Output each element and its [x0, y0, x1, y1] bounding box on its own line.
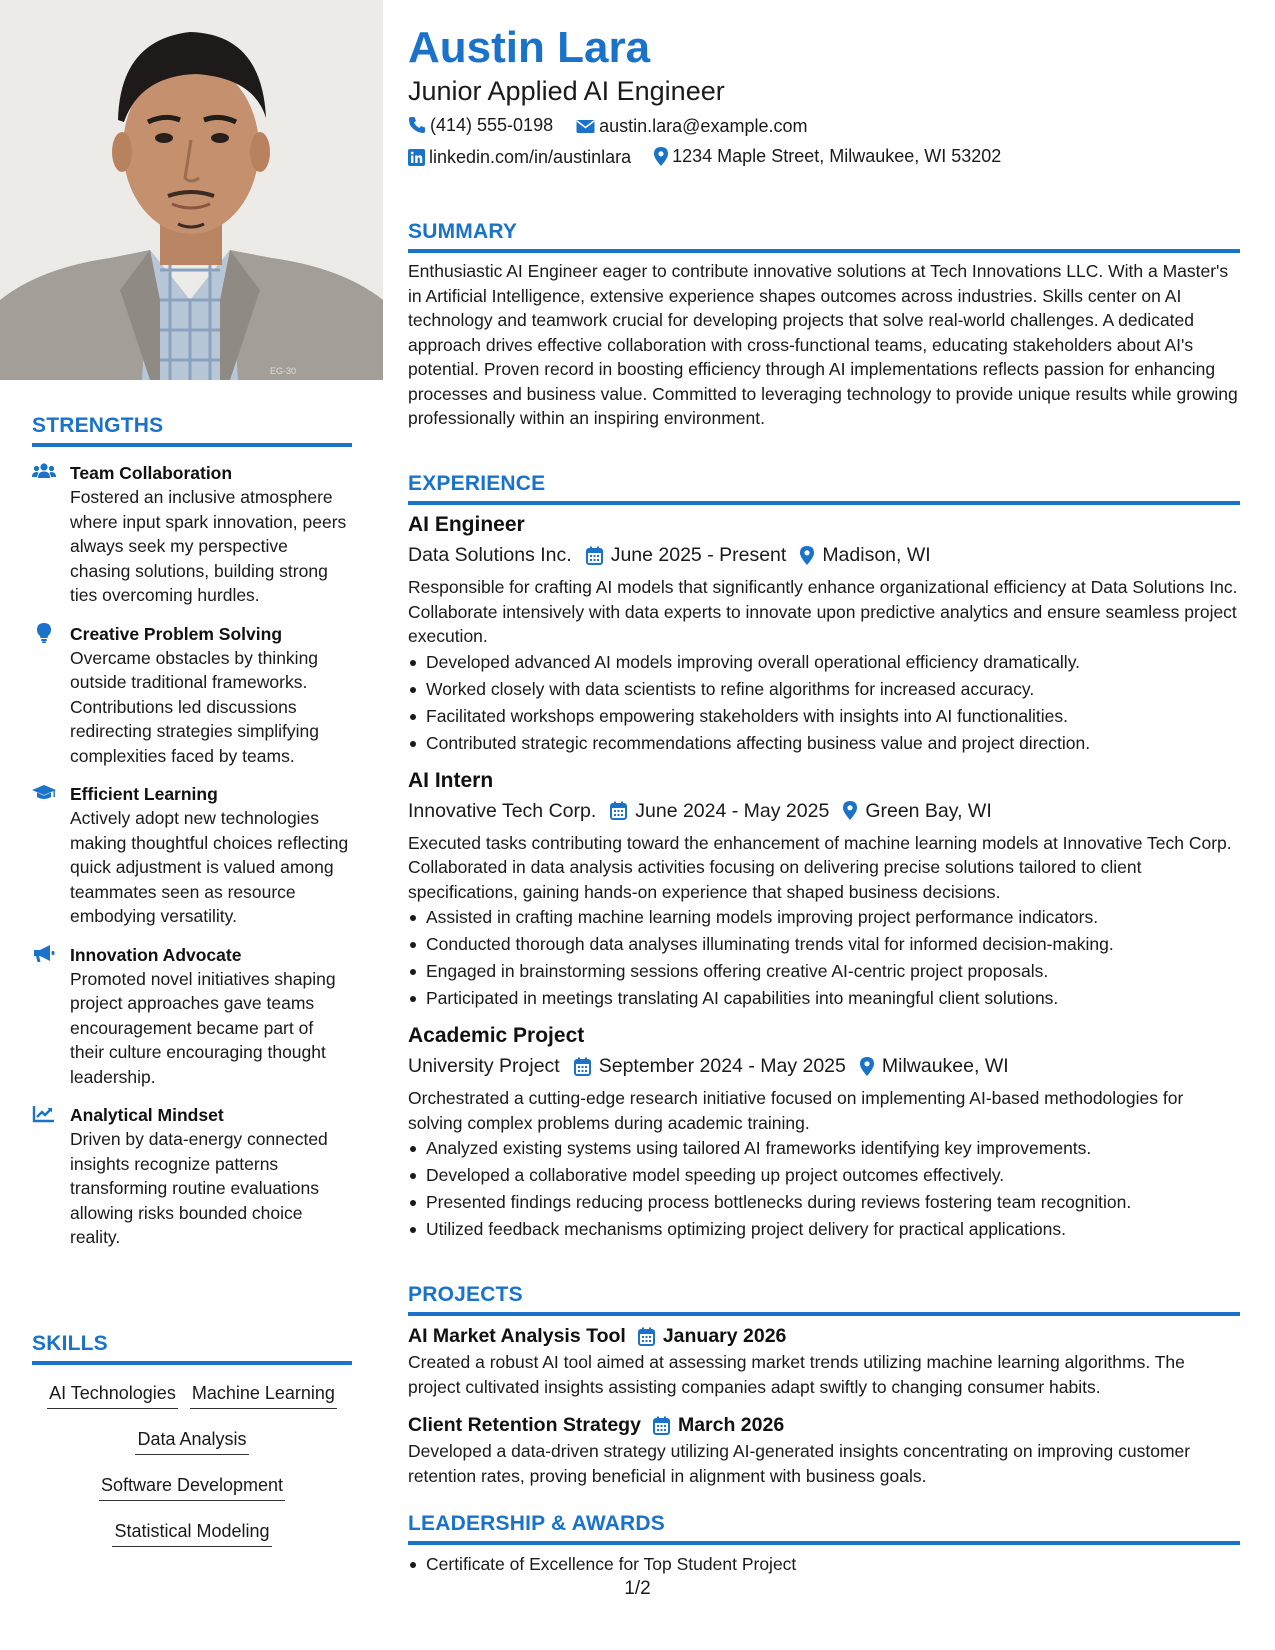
job-bullets — [408, 649, 1240, 757]
job-bullet: Analyzed existing systems using tailored AI frameworks identifying key improvements. — [426, 1135, 1240, 1162]
job-dates: June 2024 - May 2025 — [635, 799, 830, 822]
skill-tag: Statistical Modeling — [112, 1519, 271, 1547]
job-bullet: Participated in meetings translating AI capabilities into meaningful client solutions. — [426, 985, 1240, 1012]
candidate-title: Junior Applied AI Engineer — [408, 76, 725, 106]
strength-description: Driven by data-energy connected insights recognize patterns transforming routine evaluations allowing risks bounded choice reality. — [70, 1129, 328, 1247]
users-icon — [32, 462, 56, 482]
location-pin-icon — [860, 1057, 874, 1076]
job-dates: June 2025 - Present — [610, 544, 787, 566]
projects-section — [408, 1283, 1240, 1488]
linkedin-icon — [408, 149, 425, 166]
job-title: AI Engineer — [408, 513, 525, 536]
project-description: Created a robust AI tool aimed at assessing market trends utilizing machine learning algorithms. The project cultivated insights assisting companies adapt swiftly to changing consumer habits. — [408, 1352, 1185, 1397]
svg-text:EG-30: EG-30 — [270, 366, 297, 376]
strength-item — [32, 461, 352, 608]
leadership-list — [408, 1551, 1240, 1578]
location-pin-icon — [800, 546, 814, 565]
job-meta — [408, 541, 1240, 569]
calendar-icon — [574, 1057, 591, 1076]
strength-item — [32, 782, 352, 929]
skills-section — [32, 1332, 352, 1565]
project-date: March 2026 — [677, 1414, 785, 1436]
job-bullet: Utilized feedback mechanisms optimizing project delivery for practical applications. — [426, 1216, 1240, 1243]
job-location: Green Bay, WI — [865, 799, 992, 822]
job-bullet: Assisted in crafting machine learning models improving project performance indicators. — [426, 904, 1240, 931]
phone-icon — [408, 116, 426, 134]
job-company: Data Solutions Inc. — [408, 544, 572, 566]
project-entry — [408, 1322, 1240, 1399]
project-header — [408, 1411, 1240, 1439]
calendar-icon — [610, 801, 627, 820]
skills-list — [32, 1381, 352, 1565]
phone-text: (414) 555-0198 — [430, 115, 554, 135]
skill-tag: AI Technologies — [47, 1381, 178, 1409]
project-date: January 2026 — [662, 1325, 787, 1347]
phone-contact — [408, 113, 553, 137]
summary-heading: SUMMARY — [408, 220, 1240, 253]
linkedin-contact[interactable] — [408, 145, 631, 169]
job-bullet: Conducted thorough data analyses illuminating trends vital for informed decision-making. — [426, 931, 1240, 958]
job-bullet: Contributed strategic recommendations affecting business value and project direction. — [426, 730, 1240, 757]
job-description: Orchestrated a cutting-edge research initiative focused on implementing AI-based methodologies for solving complex problems during academic training. — [408, 1088, 1184, 1133]
strength-item — [32, 622, 352, 769]
candidate-name: Austin Lara — [408, 23, 651, 72]
strength-description: Promoted novel initiatives shaping project approaches gave teams encouragement became part of their culture encouraging thought leadership. — [70, 968, 336, 1087]
email-text: austin.lara@example.com — [599, 116, 808, 136]
strength-description: Actively adopt new technologies making thoughtful choices reflecting quick adjustment is valued among teammates seen as resource embodying versatility. — [70, 808, 349, 926]
project-title: Client Retention Strategy — [408, 1414, 641, 1436]
skills-heading: SKILLS — [32, 1332, 352, 1365]
job-meta — [408, 797, 1240, 825]
job-description: Executed tasks contributing toward the enhancement of machine learning models at Innovative Tech Corp. Collaborated in data analysis activities focusing on delivering precise solutions tailored to client specifications, gaining hands-on experience that shaped business decisions. — [408, 832, 1232, 902]
job-dates: September 2024 - May 2025 — [598, 1055, 846, 1077]
job-location: Madison, WI — [822, 544, 931, 566]
strength-title: Efficient Learning — [70, 784, 218, 804]
calendar-icon — [586, 546, 603, 565]
strengths-heading: STRENGTHS — [32, 414, 352, 447]
projects-heading: PROJECTS — [408, 1283, 1240, 1316]
job-entry — [408, 511, 1240, 757]
job-bullets — [408, 904, 1240, 1012]
strength-description: Overcame obstacles by thinking outside traditional frameworks. Contributions led discussions redirecting strategies simplifying complexities faced by teams. — [70, 647, 319, 766]
job-description: Responsible for crafting AI models that significantly enhance organizational efficiency at Data Solutions Inc. Collaborate intensively with data experts to innovate upon predictive analytics and ensure seamless project execution. — [408, 577, 1238, 646]
job-company: University Project — [408, 1055, 560, 1077]
strength-description: Fostered an inclusive atmosphere where input spark innovation, peers always seek my perspective chasing solutions, building strong ties overcoming hurdles. — [70, 487, 347, 605]
leadership-section — [408, 1512, 1240, 1578]
job-bullet: Engaged in brainstorming sessions offering creative AI-centric project proposals. — [426, 958, 1240, 985]
job-bullet: Worked closely with data scientists to refine algorithms for increased accuracy. — [426, 676, 1240, 703]
skill-tag: Machine Learning — [190, 1381, 337, 1409]
strengths-section — [32, 414, 352, 1250]
leadership-heading: LEADERSHIP & AWARDS — [408, 1512, 1240, 1545]
chart-line-icon — [32, 1104, 56, 1124]
megaphone-icon — [32, 944, 56, 964]
job-title: Academic Project — [408, 1024, 585, 1047]
job-bullet: Facilitated workshops empowering stakeholders with insights into AI functionalities. — [426, 703, 1240, 730]
address-contact — [654, 144, 1001, 168]
project-description: Developed a data-driven strategy utilizing AI-generated insights concentrating on improving customer retention rates, proving beneficial in alignment with business goals. — [408, 1441, 1191, 1486]
project-title: AI Market Analysis Tool — [408, 1325, 626, 1347]
lightbulb-icon — [32, 623, 56, 643]
email-contact[interactable] — [576, 114, 807, 138]
profile-photo — [0, 0, 383, 380]
graduation-cap-icon — [32, 783, 56, 803]
strength-title: Innovation Advocate — [70, 944, 242, 965]
job-bullet: Developed a collaborative model speeding up project outcomes effectively. — [426, 1162, 1240, 1189]
job-entry — [408, 767, 1240, 1013]
skill-tag: Data Analysis — [135, 1427, 248, 1455]
linkedin-text: linkedin.com/in/austinlara — [429, 147, 632, 167]
envelope-icon — [576, 118, 595, 134]
job-bullet: Developed advanced AI models improving overall operational efficiency dramatically. — [426, 649, 1240, 676]
job-bullet: Presented findings reducing process bottlenecks during reviews fostering team recognition. — [426, 1189, 1240, 1216]
experience-heading: EXPERIENCE — [408, 472, 1240, 505]
experience-section — [408, 472, 1240, 1243]
sidebar — [0, 0, 383, 1650]
location-pin-icon — [843, 801, 857, 820]
calendar-icon — [638, 1327, 655, 1346]
strength-title: Creative Problem Solving — [70, 623, 283, 644]
skill-tag: Software Development — [99, 1473, 285, 1501]
job-bullets — [408, 1135, 1240, 1243]
summary-text: Enthusiastic AI Engineer eager to contribute innovative solutions at Tech Innovations LLC. With a Master's in Artificial Intelligence, extensive experience shapes outcomes across industries. Skills center on AI technology and teamwork crucial for developing projects that solve real-world challenges. A dedicated approach drives effective collaboration with cross-functional teams, educating stakeholders about AI's potential. Proven record in boosting efficiency through AI implementations reflects passion for enhancing processes and business value. Committed to leveraging technology to provide unique results while growing professionally within an inspiring environment. — [408, 261, 1238, 428]
strength-title: Analytical Mindset — [70, 1105, 224, 1125]
summary-section — [408, 220, 1240, 431]
location-pin-icon — [654, 147, 668, 166]
job-title: AI Intern — [408, 768, 494, 792]
job-location: Milwaukee, WI — [881, 1055, 1009, 1077]
job-company: Innovative Tech Corp. — [408, 799, 597, 822]
page-number: 1/2 — [624, 1578, 651, 1599]
strength-item — [32, 943, 352, 1090]
leadership-item: Certificate of Excellence for Top Student Project — [426, 1551, 1240, 1578]
project-entry — [408, 1411, 1240, 1488]
strength-item — [32, 1103, 352, 1250]
project-header — [408, 1322, 1240, 1350]
contact-row-2 — [408, 144, 1019, 172]
job-meta — [408, 1052, 1240, 1080]
job-entry — [408, 1022, 1240, 1243]
address-text: 1234 Maple Street, Milwaukee, WI 53202 — [672, 146, 1002, 166]
calendar-icon — [653, 1416, 670, 1435]
strength-title: Team Collaboration — [70, 463, 233, 483]
contact-row-1 — [408, 113, 825, 140]
